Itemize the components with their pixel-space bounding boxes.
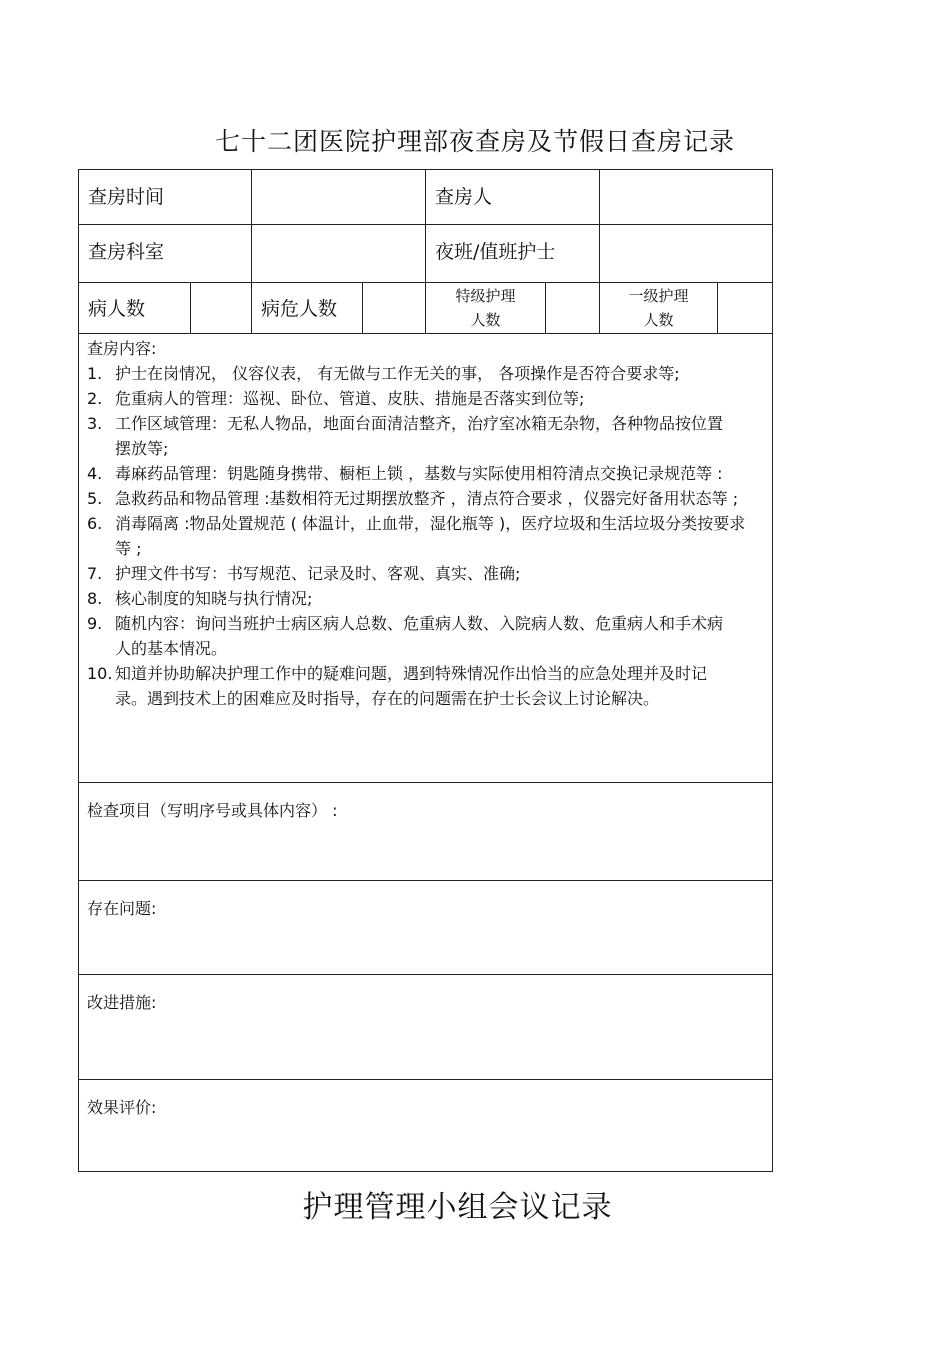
dept-label: 查房科室 xyxy=(88,241,165,263)
cell-nurse-label xyxy=(426,225,600,282)
patient-count-label: 病人数 xyxy=(88,298,146,320)
critical-count-input-cell[interactable] xyxy=(363,283,426,333)
check-items-label: 检查项目（写明序号或具体内容） : xyxy=(87,801,338,820)
measures-section[interactable] xyxy=(79,975,772,1080)
night-nurse-label: 夜班/值班护士 xyxy=(435,241,556,263)
measures-label: 改进措施: xyxy=(87,993,157,1012)
list-item: 1. 护士在岗情况， 仪容仪表， 有无做与工作无关的事， 各项操作是否符合要求等; xyxy=(87,364,680,383)
nurse-input-cell[interactable] xyxy=(600,225,772,282)
inspection-form xyxy=(78,169,773,1172)
evaluation-section[interactable] xyxy=(79,1080,772,1171)
inspector-label: 查房人 xyxy=(435,186,493,208)
row-dept-nurse xyxy=(79,225,772,283)
special-care-input-cell[interactable] xyxy=(546,283,600,333)
evaluation-label: 效果评价: xyxy=(87,1098,157,1117)
list-item: 6. 消毒隔离 :物品处置规范 ( 体温计，止血带，湿化瓶等 )，医疗垃圾和生活垃圾分类按要求等 ; xyxy=(87,514,746,558)
content-list xyxy=(87,336,767,711)
critical-count-label: 病危人数 xyxy=(261,298,338,320)
inspector-input-cell[interactable] xyxy=(600,170,772,224)
dept-input-cell[interactable] xyxy=(252,225,426,282)
row-time-inspector xyxy=(79,170,772,225)
level1-care-label-line2: 人数 xyxy=(643,311,674,329)
level1-care-label-line1: 一级护理 xyxy=(628,287,689,305)
list-item: 10. 知道并协助解决护理工作中的疑难问题，遇到特殊情况作出恰当的应急处理并及时记录。遇到技术上的困难应及时指导，存在的问题需在护士长会议上讨论解决。 xyxy=(87,664,708,708)
level1-care-input-cell[interactable] xyxy=(718,283,772,333)
time-label: 查房时间 xyxy=(88,186,165,208)
list-item: 8. 核心制度的知晓与执行情况; xyxy=(87,589,313,608)
meeting-record-title: 护理管理小组会议记录 xyxy=(302,1190,613,1225)
special-care-label-line2: 人数 xyxy=(470,311,501,329)
problems-section[interactable] xyxy=(79,881,772,975)
inspection-content xyxy=(79,334,772,783)
list-item: 9. 随机内容：询问当班护士病区病人总数、危重病人数、入院病人数、危重病人和手术病人的基本情况。 xyxy=(87,614,724,658)
cell-special-care-label xyxy=(426,283,546,333)
row-patient-counts xyxy=(79,283,772,334)
special-care-label-line1: 特级护理 xyxy=(455,287,516,305)
cell-inspector-label xyxy=(426,170,600,224)
content-heading: 查房内容: xyxy=(87,339,157,358)
cell-dept-label xyxy=(79,225,252,282)
problems-label: 存在问题: xyxy=(87,899,157,918)
cell-critical-count-label xyxy=(252,283,363,333)
list-item: 2. 危重病人的管理：巡视、卧位、管道、皮肤、措施是否落实到位等; xyxy=(87,389,585,408)
list-item: 5. 急救药品和物品管理 :基数相符无过期摆放整齐 ，清点符合要求 ，仪器完好备用状态等 ; xyxy=(87,489,739,508)
patient-count-input-cell[interactable] xyxy=(191,283,252,333)
cell-time-label xyxy=(79,170,252,224)
time-input-cell[interactable] xyxy=(252,170,426,224)
check-items-section[interactable] xyxy=(79,783,772,881)
list-item: 7. 护理文件书写：书写规范、记录及时、客观、真实、准确; xyxy=(87,564,521,583)
cell-patient-count-label xyxy=(79,283,191,333)
list-item: 4. 毒麻药品管理：钥匙随身携带、橱柜上锁 ，基数与实际使用相符清点交换记录规范等 : xyxy=(87,464,723,483)
cell-level1-care-label xyxy=(600,283,718,333)
form-title: 七十二团医院护理部夜查房及节假日查房记录 xyxy=(214,127,735,156)
list-item: 3. 工作区域管理：无私人物品，地面台面清洁整齐，治疗室冰箱无杂物，各种物品按位置摆放等; xyxy=(87,414,724,458)
